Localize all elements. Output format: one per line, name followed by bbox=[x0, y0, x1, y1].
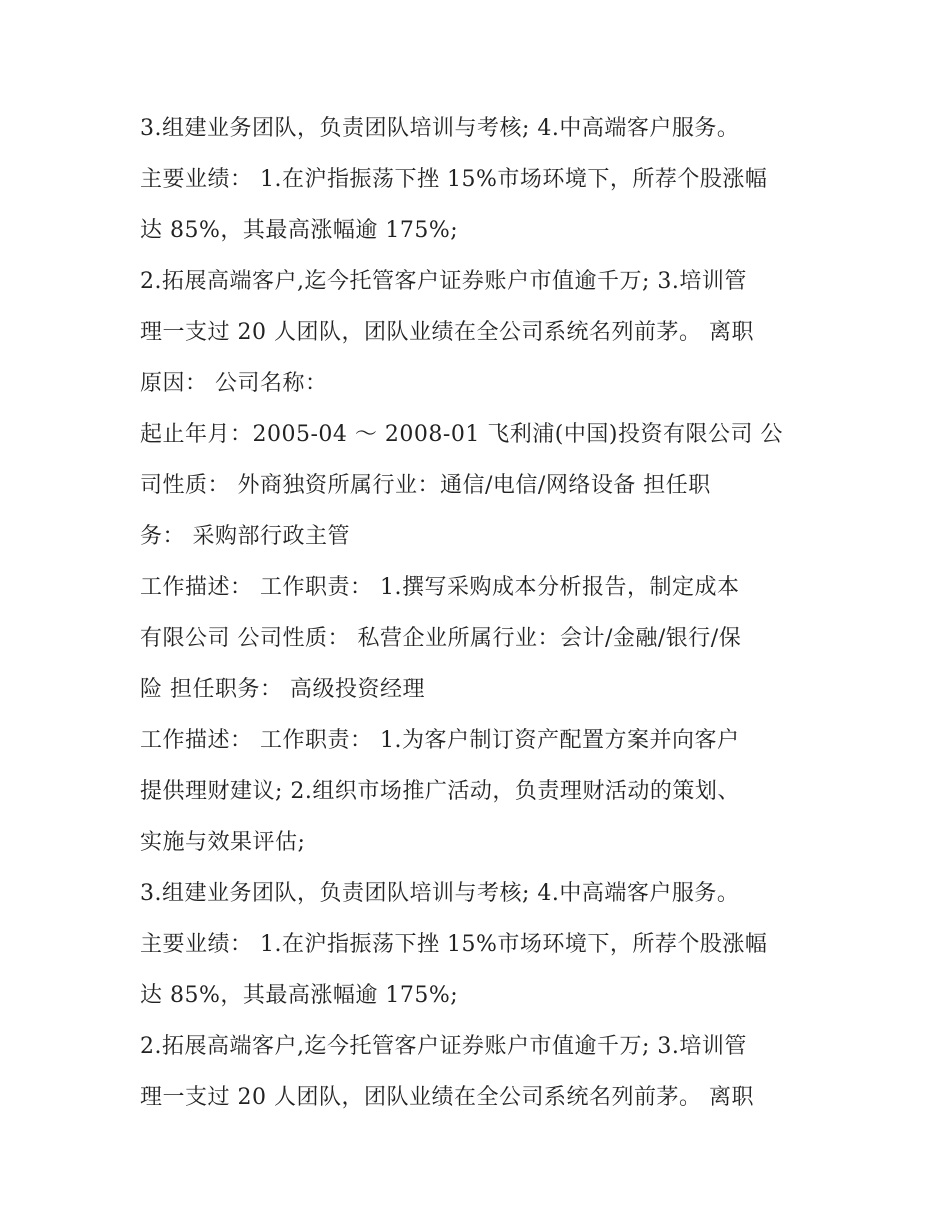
text-line: 主要业绩： 1.在沪指振荡下挫 15%市场环境下，所荐个股涨幅 bbox=[140, 932, 768, 957]
text-line: 工作描述： 工作职责： 1.为客户制订资产配置方案并向客户 bbox=[140, 728, 740, 753]
document-body bbox=[140, 103, 830, 1123]
text-line: 原因： 公司名称： bbox=[140, 371, 328, 396]
text-line: 险 担任职务： 高级投资经理 bbox=[140, 677, 425, 702]
text-line: 2.拓展高端客户,迄今托管客户证券账户市值逾千万; 3.培训管 bbox=[140, 269, 747, 294]
text-line: 3.组建业务团队，负责团队培训与考核; 4.中高端客户服务。 bbox=[140, 116, 740, 141]
text-line: 理一支过 20 人团队，团队业绩在全公司系统名列前茅。 离职 bbox=[140, 1085, 754, 1110]
text-line: 理一支过 20 人团队，团队业绩在全公司系统名列前茅。 离职 bbox=[140, 320, 754, 345]
text-line: 实施与效果评估; bbox=[140, 830, 306, 855]
text-line: 务： 采购部行政主管 bbox=[140, 524, 350, 549]
text-line: 工作描述： 工作职责： 1.撰写采购成本分析报告，制定成本 bbox=[140, 575, 740, 600]
text-line: 2.拓展高端客户,迄今托管客户证券账户市值逾千万; 3.培训管 bbox=[140, 1034, 747, 1059]
text-line: 3.组建业务团队，负责团队培训与考核; 4.中高端客户服务。 bbox=[140, 881, 740, 906]
text-line: 主要业绩： 1.在沪指振荡下挫 15%市场环境下，所荐个股涨幅 bbox=[140, 167, 768, 192]
text-line: 有限公司 公司性质： 私营企业所属行业：会计/金融/银行/保 bbox=[140, 626, 742, 651]
text-line: 提供理财建议; 2.组织市场推广活动，负责理财活动的策划、 bbox=[140, 779, 740, 804]
text-line: 达 85%，其最高涨幅逾 175%; bbox=[140, 983, 459, 1008]
text-line: 起止年月：2005-04 ～ 2008-01 飞利浦(中国)投资有限公司 公 bbox=[140, 422, 783, 447]
text-line: 达 85%，其最高涨幅逾 175%; bbox=[140, 218, 459, 243]
text-line: 司性质： 外商独资所属行业：通信/电信/网络设备 担任职 bbox=[140, 473, 711, 498]
